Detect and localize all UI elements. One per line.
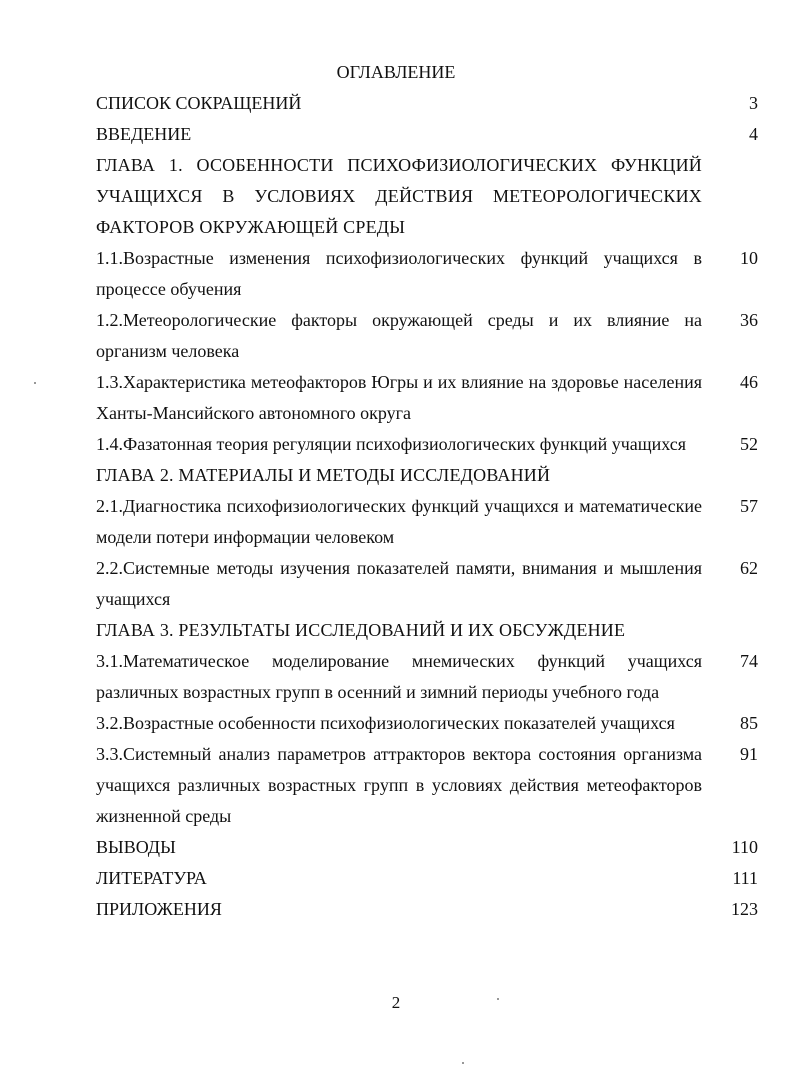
toc-entry-text: 2.1.Диагностика психофизиологических функций учащихся и математические модели потери информации человеком bbox=[96, 496, 702, 547]
toc-entry-page: 4 bbox=[749, 124, 758, 144]
toc-entry-text: ГЛАВА 2. МАТЕРИАЛЫ И МЕТОДЫ ИССЛЕДОВАНИЙ bbox=[96, 465, 551, 485]
toc-entry-text: 3.1.Математическое моделирование мнемических функций учащихся различных возрастных групп в осенний и зимний периоды учебного года bbox=[96, 651, 702, 702]
toc-entry-page: 52 bbox=[740, 434, 758, 454]
toc-entry-section-2-1 bbox=[96, 491, 758, 553]
scan-speck bbox=[497, 998, 499, 1000]
toc-entry-abbreviations bbox=[96, 88, 758, 119]
toc-entry-page: 110 bbox=[731, 837, 758, 857]
toc-entry-literature bbox=[96, 863, 758, 894]
toc-entry-text: 1.1.Возрастные изменения психофизиологических функций учащихся в процессе обучения bbox=[96, 248, 702, 299]
toc-entry-text: 2.2.Системные методы изучения показателей памяти, внимания и мышления учащихся bbox=[96, 558, 702, 609]
toc-entry-section-3-1 bbox=[96, 646, 758, 708]
toc-entry-section-3-2 bbox=[96, 708, 758, 739]
scan-speck bbox=[34, 382, 36, 384]
toc-entry-section-1-2 bbox=[96, 305, 758, 367]
toc-entry-section-1-1 bbox=[96, 243, 758, 305]
toc-entry-page: 74 bbox=[740, 651, 758, 671]
toc-entry-page: 123 bbox=[731, 899, 758, 919]
page-number: 2 bbox=[391, 993, 401, 1012]
toc-entry-section-1-4 bbox=[96, 429, 758, 460]
toc-entry-page: 85 bbox=[740, 713, 758, 733]
toc-entry-text: 3.2.Возрастные особенности психофизиологических показателей учащихся bbox=[96, 713, 675, 733]
scan-speck bbox=[462, 1062, 464, 1064]
toc-title: ОГЛАВЛЕНИЕ bbox=[336, 62, 456, 82]
toc-entry-page: 62 bbox=[740, 558, 758, 578]
toc-entry-section-3-3 bbox=[96, 739, 758, 832]
toc-entry-appendices bbox=[96, 894, 758, 925]
toc-entry-text: ГЛАВА 3. РЕЗУЛЬТАТЫ ИССЛЕДОВАНИЙ И ИХ ОБСУЖДЕНИЕ bbox=[96, 620, 626, 640]
toc-entry-chapter-1 bbox=[96, 150, 758, 243]
toc-entry-page: 10 bbox=[740, 248, 758, 268]
toc-entry-page: 57 bbox=[740, 496, 758, 516]
toc-entry-text: ВВЕДЕНИЕ bbox=[96, 124, 192, 144]
toc-entry-section-2-2 bbox=[96, 553, 758, 615]
toc-entry-chapter-2 bbox=[96, 460, 758, 491]
toc-entry-text: ГЛАВА 1. ОСОБЕННОСТИ ПСИХОФИЗИОЛОГИЧЕСКИХ ФУНКЦИЙ УЧАЩИХСЯ В УСЛОВИЯХ ДЕЙСТВИЯ МЕТЕОРОЛОГИЧЕСКИХ ФАКТОРОВ ОКРУЖАЮЩЕЙ СРЕДЫ bbox=[96, 155, 702, 237]
toc-entry-introduction bbox=[96, 119, 758, 150]
table-of-contents bbox=[96, 88, 758, 925]
toc-entry-text: ЛИТЕРАТУРА bbox=[96, 868, 207, 888]
toc-entry-text: 1.2.Метеорологические факторы окружающей среды и их влияние на организм человека bbox=[96, 310, 702, 361]
toc-entry-text: СПИСОК СОКРАЩЕНИЙ bbox=[96, 93, 302, 113]
toc-entry-text: 1.4.Фазатонная теория регуляции психофизиологических функций учащихся bbox=[96, 434, 687, 454]
toc-entry-page: 36 bbox=[740, 310, 758, 330]
toc-entry-text: 1.3.Характеристика метеофакторов Югры и их влияние на здоровье населения Ханты-Мансийского автономного округа bbox=[96, 372, 702, 423]
toc-entry-chapter-3 bbox=[96, 615, 758, 646]
toc-entry-text: 3.3.Системный анализ параметров аттракторов вектора состояния организма учащихся различных возрастных групп в условиях действия метеофакторов жизненной среды bbox=[96, 744, 702, 826]
toc-entry-section-1-3 bbox=[96, 367, 758, 429]
toc-entry-page: 46 bbox=[740, 372, 758, 392]
toc-entry-conclusions bbox=[96, 832, 758, 863]
toc-entry-text: ПРИЛОЖЕНИЯ bbox=[96, 899, 222, 919]
toc-entry-text: ВЫВОДЫ bbox=[96, 837, 176, 857]
toc-entry-page: 3 bbox=[749, 93, 758, 113]
toc-entry-page: 91 bbox=[740, 744, 758, 764]
toc-entry-page: 111 bbox=[732, 868, 758, 888]
